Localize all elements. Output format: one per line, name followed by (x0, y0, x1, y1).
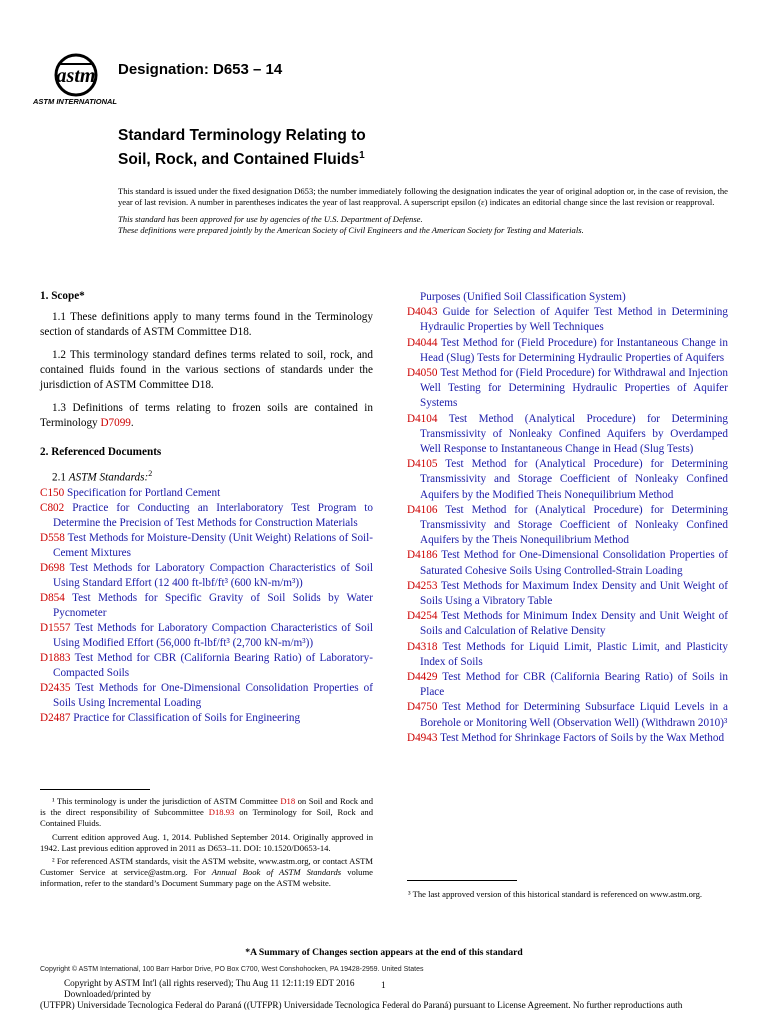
ref-item-d4043[interactable]: D4043 Guide for Selection of Aquifer Test Method in Determining Hydraulic Properties by Well Techniques (407, 306, 728, 334)
footnotes-left (40, 796, 373, 892)
footnote-1-edition: Current edition approved Aug. 1, 2014. Published September 2014. Originally approved in 1942. Last previous edition approved in 2011 as D653–11. DOI: 10.1520/D0653-14. (40, 831, 373, 853)
ref-item-d4429[interactable]: D4429 Test Method for CBR (California Bearing Ratio) of Soils in Place (407, 671, 728, 699)
ref-item-d4750[interactable]: D4750 Test Method for Determining Subsurface Liquid Levels in a Borehole or Monitoring Well (Observation Well) (Withdrawn 2010)³ (407, 701, 728, 729)
d18-link[interactable]: D18 (280, 796, 296, 806)
right-column (407, 290, 728, 746)
ref-item-d698[interactable]: D698 Test Methods for Laboratory Compaction Characteristics of Soil Using Standard Effort (12 400 ft-lbf/ft³ (600 kN-m/m³)) (40, 561, 373, 589)
svg-text:astm: astm (56, 65, 96, 87)
ref-item-c802[interactable]: C802 Practice for Conducting an Interlaboratory Test Program to Determine the Precision of Test Methods for Construction Materials (40, 501, 374, 529)
intro-paragraph-1: This standard is issued under the fixed designation D653; the number immediately following the designation indicates the year of original adoption or, in the case of revision, the year of last revision. A number in parentheses indicates the year of last reapproval. A superscript epsilon (ε) indicates an editorial change since the last revision or reapproval. (118, 186, 728, 207)
title-line-2: Soil, Rock, and Contained Fluids$^1$ (118, 150, 365, 169)
refdocs-heading: 2. Referenced Documents (40, 446, 162, 458)
ref-item-d854[interactable]: D854 Test Methods for Specific Gravity of Soil Solids by Water Pycnometer (40, 591, 373, 619)
d18-93-link[interactable]: D18.93 (208, 807, 235, 818)
designation: Designation: D653 – 14 (118, 61, 283, 78)
ref-item-d4105[interactable]: D4105 Test Method for (Analytical Procedure) for Determining Transmissivity and Storage Coefficient of Nonleaky Confined Aquifers by the Modified Theis Nonequilibrium Method (407, 458, 728, 501)
footer-line-1: Copyright by ASTM Int'l (all rights reserved); Thu Aug 11 12:11:19 EDT 2016 (64, 978, 355, 988)
intro-notice (118, 186, 728, 242)
ref-item-d2487-continued[interactable]: Purposes (Unified Soil Classification System) (420, 291, 626, 303)
scope-paragraph-1: 1.1 These definitions apply to many terms found in the Terminology section of standards of ASTM Committee D18. (40, 311, 373, 338)
ref-item-d4050[interactable]: D4050 Test Method for (Field Procedure) for Withdrawal and Injection Well Testing for Determining Hydraulic Properties of Aquifer Systems (407, 367, 728, 410)
footnote-rule (40, 789, 150, 790)
ref-item-d4106[interactable]: D4106 Test Method for (Analytical Procedure) for Determining Transmissivity and Storage Coefficient of Nonleaky Confined Aquifers by the Theis Nonequilibrium Method (407, 503, 728, 547)
ref-item-d1883[interactable]: D1883 Test Method for CBR (California Bearing Ratio) of Laboratory-Compacted Soils (40, 651, 373, 679)
footnote-1: ¹ This terminology is under the jurisdiction of ASTM Committee D18 on Soil and Rock and is the direct responsibility of Subcommittee D18.93 on Terminology for Soil, Rock and Contained Fluids. (40, 796, 373, 829)
page-title (118, 126, 366, 170)
copyright-line: Copyright © ASTM International, 100 Barr Harbor Drive, PO Box C700, West Conshohocken, PA 19428-2959. United States (40, 966, 424, 973)
ref-item-d558[interactable]: D558 Test Methods for Moisture-Density (Unit Weight) Relations of Soil-Cement Mixtures (40, 531, 373, 559)
footnote-2: ² For referenced ASTM standards, visit the ASTM website, www.astm.org, or contact ASTM Customer Service at service@astm.org. For Annual Book of ASTM Standards volume information, refer to the standard’s Document Summary page on the ASTM website. (40, 856, 373, 889)
summary-notice: *A Summary of Changes section appears at the end of this standard (245, 947, 523, 958)
scope-paragraph-3: 1.3 Definitions of terms relating to frozen soils are contained in Terminology D7099. (40, 402, 373, 429)
ref-item-d2435[interactable]: D2435 Test Methods for One-Dimensional Consolidation Properties of Soils Using Incremental Loading (40, 681, 373, 709)
footnote-3: ³ The last approved version of this historical standard is referenced on www.astm.org. (408, 889, 703, 899)
footer-line-3: (UTFPR) Universidade Tecnologica Federal do Paraná ((UTFPR) Universidade Tecnologica Federal do Paraná) pursuant to License Agreement. No further reproductions auth (40, 1000, 683, 1010)
ref-item-d4254[interactable]: D4254 Test Methods for Minimum Index Density and Unit Weight of Soils and Calculation of Relative Density (407, 610, 728, 638)
download-footer (40, 978, 768, 1011)
ref-item-d2487[interactable]: D2487 Practice for Classification of Soils for Engineering (40, 711, 301, 724)
ref-item-d4943[interactable]: D4943 Test Method for Shrinkage Factors of Soils by the Wax Method (407, 731, 725, 744)
left-column (40, 289, 373, 726)
scope-paragraph-2: 1.2 This terminology standard defines terms related to soil, rock, and contained fluids found in the various sections of standards under the jurisdiction of ASTM Committee D18. (40, 349, 373, 391)
footnote-rule-right (407, 880, 517, 881)
svg-text:ASTM INTERNATIONAL: ASTM INTERNATIONAL (32, 97, 118, 106)
ref-item-d1557[interactable]: D1557 Test Methods for Laboratory Compaction Characteristics of Soil Using Modified Effort (56,000 ft-lbf/ft³ (2,700 kN-m/m³)) (40, 621, 373, 649)
astm-standards-subheading: 2.1 ASTM Standards:$^2$ (52, 469, 153, 484)
astm-logo (32, 50, 118, 108)
ref-item-d4318[interactable]: D4318 Test Methods for Liquid Limit, Plastic Limit, and Plasticity Index of Soils (407, 640, 728, 668)
title-line-1: Standard Terminology Relating to (118, 127, 366, 144)
ref-item-d4186[interactable]: D4186 Test Method for One-Dimensional Consolidation Properties of Saturated Cohesive Soils Using Controlled-Strain Loading (407, 549, 728, 577)
scope-heading: 1. Scope* (40, 290, 85, 302)
ref-item-d4253[interactable]: D4253 Test Methods for Maximum Index Density and Unit Weight of Soils Using a Vibratory Table (407, 579, 728, 608)
ref-item-c150[interactable]: C150 Specification for Portland Cement (40, 486, 221, 499)
intro-paragraph-2: This standard has been approved for use by agencies of the U.S. Department of Defense. (118, 214, 423, 224)
d7099-link[interactable]: D7099 (100, 417, 131, 429)
ref-item-d4044[interactable]: D4044 Test Method for (Field Procedure) for Instantaneous Change in Head (Slug) Tests for Determining Hydraulic Properties of Aquifers (407, 336, 728, 364)
ref-item-d4104[interactable]: D4104 Test Method (Analytical Procedure) for Determining Transmissivity of Nonleaky Confined Aquifers by Overdamped Well Response to Instantaneous Change in Head (Slug Tests) (407, 412, 728, 456)
page-number: 1 (381, 981, 386, 991)
intro-paragraph-3: These definitions were prepared jointly by the American Society of Civil Engineers and the American Society for Testing and Materials. (118, 225, 584, 235)
footer-line-2: Downloaded/printed by (64, 989, 152, 999)
